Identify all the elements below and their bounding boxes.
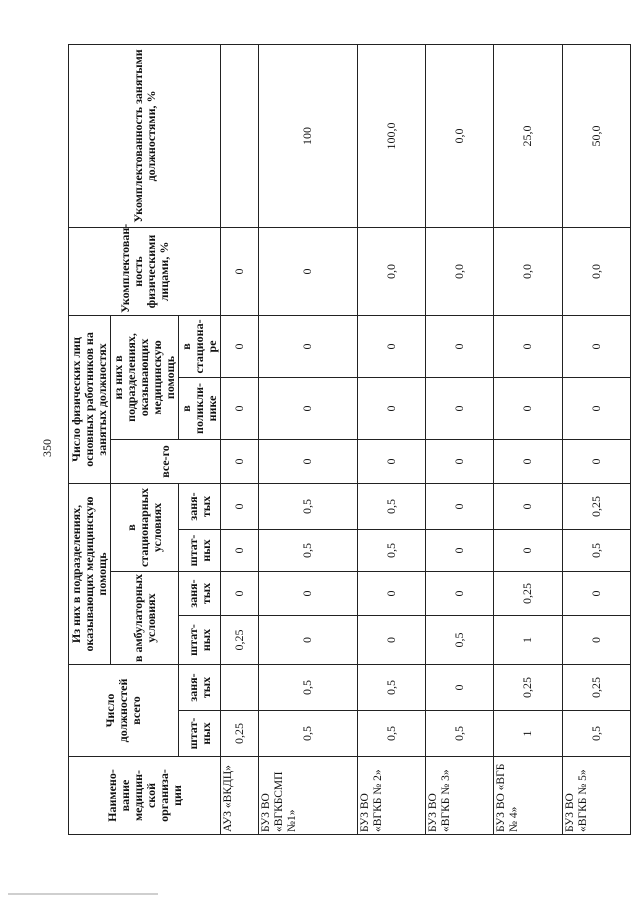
cell-inp-staff: 0	[494, 529, 562, 571]
cell-hospital: 0	[357, 315, 425, 377]
cell-inp-occupied: 0	[221, 483, 259, 529]
cell-occupied: 0,5	[357, 664, 425, 710]
header-amb-occupied: заня-тых	[179, 571, 221, 615]
cell-amb-staff: 0,5	[425, 615, 493, 664]
cell-total: 0	[357, 439, 425, 483]
cell-polyclinic: 0	[425, 377, 493, 439]
cell-staffing-occupied: 0,0	[425, 44, 493, 227]
cell-polyclinic: 0	[221, 377, 259, 439]
cell-hospital: 0	[425, 315, 493, 377]
cell-staff: 1	[494, 711, 562, 757]
cell-staffing-occupied	[221, 44, 259, 227]
org-name: БУЗ ВО «ВГБ № 4»	[494, 757, 562, 835]
cell-total: 0	[221, 439, 259, 483]
header-hospital: в стациона-ре	[179, 315, 221, 377]
table-row	[494, 44, 562, 834]
cell-staffing-physical: 0,0	[562, 227, 630, 315]
org-name: БУЗ ВО «ВГКБ № 5»	[562, 757, 630, 835]
cell-amb-staff: 0	[357, 615, 425, 664]
cell-amb-staff: 1	[494, 615, 562, 664]
page-number: 350	[40, 439, 54, 457]
cell-total: 0	[562, 439, 630, 483]
cell-inp-staff: 0,5	[258, 529, 357, 571]
header-inpatient: в стационарных условиях	[111, 483, 179, 571]
header-positions-total: Число должностей всего	[69, 664, 179, 756]
cell-amb-occupied: 0	[258, 571, 357, 615]
header-physical-persons: Число физических лиц основных работников на занятых должностях	[69, 315, 111, 483]
header-name: Наимено-вание медицин-ской организа-ции	[69, 757, 221, 835]
rotated-table-wrapper	[68, 45, 618, 835]
cell-inp-occupied: 0,5	[258, 483, 357, 529]
cell-inp-staff: 0	[425, 529, 493, 571]
cell-occupied: 0,25	[494, 664, 562, 710]
cell-polyclinic: 0	[357, 377, 425, 439]
cell-amb-occupied: 0	[357, 571, 425, 615]
cell-inp-occupied: 0	[494, 483, 562, 529]
table-row	[425, 44, 493, 834]
cell-hospital: 0	[258, 315, 357, 377]
cell-total: 0	[425, 439, 493, 483]
cell-staffing-physical: 0	[258, 227, 357, 315]
table-row	[258, 44, 357, 834]
header-staffing-occupied: Укомплектованность занятыми должностями, %	[69, 44, 221, 227]
cell-staffing-physical: 0	[221, 227, 259, 315]
org-name: БУЗ ВО «ВГКБСМП №1»	[258, 757, 357, 835]
cell-amb-staff: 0,25	[221, 615, 259, 664]
cell-inp-occupied: 0	[425, 483, 493, 529]
cell-amb-staff: 0	[258, 615, 357, 664]
cell-staff: 0,25	[221, 711, 259, 757]
cell-inp-staff: 0,5	[562, 529, 630, 571]
cell-staffing-physical: 0,0	[357, 227, 425, 315]
cell-amb-occupied: 0	[221, 571, 259, 615]
cell-amb-staff: 0	[562, 615, 630, 664]
org-name: БУЗ ВО «ВГКБ № 2»	[357, 757, 425, 835]
cell-hospital: 0	[221, 315, 259, 377]
header-staff: штат-ных	[179, 711, 221, 757]
cell-staff: 0,5	[357, 711, 425, 757]
org-name: АУЗ «ВКДЦ»	[221, 757, 259, 835]
cell-occupied: 0	[425, 664, 493, 710]
cell-inp-staff: 0	[221, 529, 259, 571]
cell-total: 0	[494, 439, 562, 483]
header-inp-staff: штат-ных	[179, 529, 221, 571]
header-ambulatory: в амбулаторных условиях	[111, 571, 179, 664]
header-inp-occupied: заня-тых	[179, 483, 221, 529]
cell-staffing-physical: 0,0	[425, 227, 493, 315]
cell-amb-occupied: 0	[562, 571, 630, 615]
cell-inp-occupied: 0,5	[357, 483, 425, 529]
cell-amb-occupied: 0,25	[494, 571, 562, 615]
cell-staffing-occupied: 25,0	[494, 44, 562, 227]
header-occupied: заня-тых	[179, 664, 221, 710]
cell-hospital: 0	[562, 315, 630, 377]
cell-staff: 0,5	[425, 711, 493, 757]
cell-polyclinic: 0	[562, 377, 630, 439]
cell-occupied: 0,25	[562, 664, 630, 710]
cell-staff: 0,5	[562, 711, 630, 757]
cell-hospital: 0	[494, 315, 562, 377]
table-row	[357, 44, 425, 834]
header-of-them: из них в подразделениях, оказывающих медицинскую помощь	[111, 315, 179, 439]
org-name: БУЗ ВО «ВГКБ № 3»	[425, 757, 493, 835]
cell-staffing-occupied: 100	[258, 44, 357, 227]
scan-edge-mark	[8, 893, 158, 895]
cell-staff: 0,5	[258, 711, 357, 757]
cell-occupied: 0,5	[258, 664, 357, 710]
cell-polyclinic: 0	[494, 377, 562, 439]
cell-staffing-physical: 0,0	[494, 227, 562, 315]
cell-occupied	[221, 664, 259, 710]
header-amb-staff: штат-ных	[179, 615, 221, 664]
header-staffing-physical: Укомплектован-ность физическими лицами, %	[69, 227, 221, 315]
cell-staffing-occupied: 100,0	[357, 44, 425, 227]
cell-polyclinic: 0	[258, 377, 357, 439]
staffing-table	[68, 44, 631, 835]
table-row	[562, 44, 630, 834]
cell-inp-occupied: 0,25	[562, 483, 630, 529]
header-polyclinic: в поликли-нике	[179, 377, 221, 439]
table-row	[221, 44, 259, 834]
header-subdivisions: Из них в подразделениях, оказывающих медицинскую помощь	[69, 483, 111, 664]
cell-amb-occupied: 0	[425, 571, 493, 615]
cell-total: 0	[258, 439, 357, 483]
cell-inp-staff: 0,5	[357, 529, 425, 571]
cell-staffing-occupied: 50,0	[562, 44, 630, 227]
header-total: все-го	[111, 439, 221, 483]
